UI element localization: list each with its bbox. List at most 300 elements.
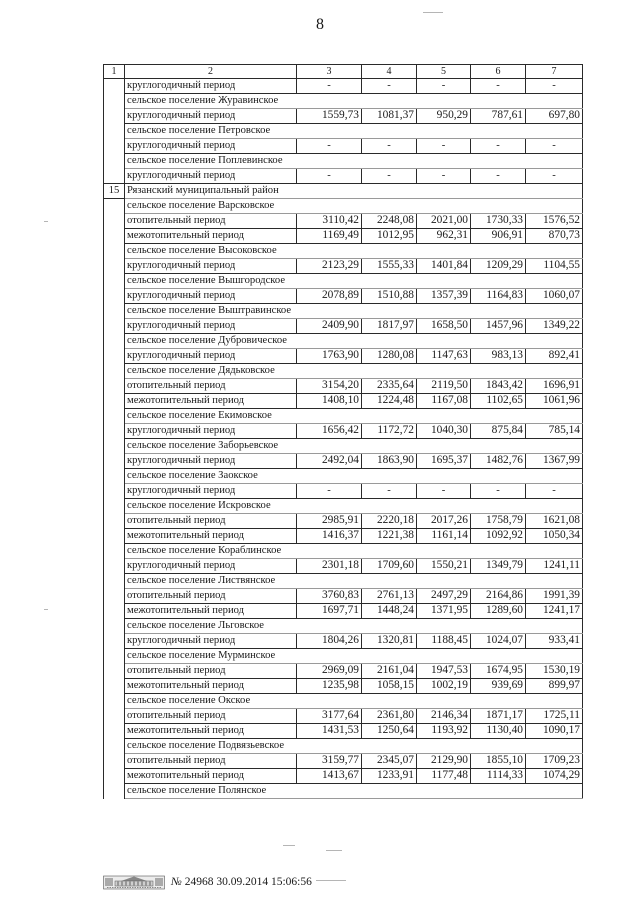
table-row	[104, 349, 583, 364]
value-col-7: 1530,19	[526, 664, 583, 679]
table-row	[104, 529, 583, 544]
value-col-5: 1188,45	[417, 634, 471, 649]
value-col-7: -	[526, 79, 583, 94]
period-label: круглогодичный период	[125, 484, 297, 499]
row-number-cell	[104, 709, 125, 724]
value-col-3: 1431,53	[297, 724, 362, 739]
value-col-6: 1855,10	[471, 754, 526, 769]
scan-speck	[44, 609, 48, 610]
value-col-5: 1002,19	[417, 679, 471, 694]
value-col-7: 1060,07	[526, 289, 583, 304]
value-col-5: 2129,90	[417, 754, 471, 769]
period-label: отопительный период	[125, 754, 297, 769]
table-row	[104, 724, 583, 739]
section-label: Рязанский муниципальный район	[125, 184, 583, 199]
value-col-4: 1448,24	[362, 604, 417, 619]
value-col-5: -	[417, 139, 471, 154]
value-col-6: 2164,86	[471, 589, 526, 604]
row-number-cell	[104, 649, 125, 664]
value-col-6: 1102,65	[471, 394, 526, 409]
value-col-5: 2146,34	[417, 709, 471, 724]
row-number-cell	[104, 559, 125, 574]
table-row	[104, 589, 583, 604]
value-col-4: 2248,08	[362, 214, 417, 229]
period-label: отопительный период	[125, 664, 297, 679]
section-row	[104, 469, 583, 484]
row-number-cell	[104, 334, 125, 349]
value-col-4: -	[362, 169, 417, 184]
period-label: межотопительный период	[125, 679, 297, 694]
row-number-cell	[104, 409, 125, 424]
value-col-7: 899,97	[526, 679, 583, 694]
section-label: сельское поселение Варсковское	[125, 199, 583, 214]
value-col-7: -	[526, 169, 583, 184]
value-col-4: 2220,18	[362, 514, 417, 529]
section-label: сельское поселение Льговское	[125, 619, 583, 634]
value-col-6: 1843,42	[471, 379, 526, 394]
value-col-6: 1457,96	[471, 319, 526, 334]
value-col-3: -	[297, 484, 362, 499]
value-col-3: 2492,04	[297, 454, 362, 469]
value-col-5: 2119,50	[417, 379, 471, 394]
value-col-4: 2335,64	[362, 379, 417, 394]
value-col-4: 1817,97	[362, 319, 417, 334]
column-number-3: 3	[297, 65, 362, 79]
value-col-6: 1209,29	[471, 259, 526, 274]
row-number-cell	[104, 589, 125, 604]
section-row	[104, 574, 583, 589]
value-col-7: 870,73	[526, 229, 583, 244]
value-col-7: 892,41	[526, 349, 583, 364]
section-row	[104, 94, 583, 109]
period-label: круглогодичный период	[125, 259, 297, 274]
value-col-4: 1555,33	[362, 259, 417, 274]
value-col-3: 1235,98	[297, 679, 362, 694]
column-number-2: 2	[125, 65, 297, 79]
value-col-7: 1050,34	[526, 529, 583, 544]
value-col-4: 1224,48	[362, 394, 417, 409]
value-col-7: 1074,29	[526, 769, 583, 784]
value-col-5: 1147,63	[417, 349, 471, 364]
value-col-5: 1550,21	[417, 559, 471, 574]
value-col-7: 1061,96	[526, 394, 583, 409]
section-row	[104, 739, 583, 754]
value-col-3: 3760,83	[297, 589, 362, 604]
value-col-3: 1408,10	[297, 394, 362, 409]
period-label: круглогодичный период	[125, 109, 297, 124]
table-row	[104, 379, 583, 394]
row-number-cell	[104, 484, 125, 499]
section-label: сельское поселение Дядьковское	[125, 364, 583, 379]
value-col-6: -	[471, 79, 526, 94]
table-row	[104, 454, 583, 469]
section-label: сельское поселение Поплевинское	[125, 154, 583, 169]
value-col-4: 2161,04	[362, 664, 417, 679]
period-label: круглогодичный период	[125, 559, 297, 574]
row-number-cell	[104, 229, 125, 244]
period-label: межотопительный период	[125, 724, 297, 739]
value-col-4: 1863,90	[362, 454, 417, 469]
row-number-cell	[104, 544, 125, 559]
value-col-7: 1104,55	[526, 259, 583, 274]
row-number-cell	[104, 679, 125, 694]
table-row	[104, 394, 583, 409]
value-col-3: 1697,71	[297, 604, 362, 619]
value-col-6: 1092,92	[471, 529, 526, 544]
value-col-7: 1621,08	[526, 514, 583, 529]
value-col-6: -	[471, 169, 526, 184]
table-row	[104, 604, 583, 619]
value-col-4: 1250,64	[362, 724, 417, 739]
section-row	[104, 274, 583, 289]
value-col-3: 2409,90	[297, 319, 362, 334]
row-number-cell	[104, 769, 125, 784]
value-col-6: 906,91	[471, 229, 526, 244]
value-col-6: 1130,40	[471, 724, 526, 739]
section-row	[104, 334, 583, 349]
row-number-cell	[104, 499, 125, 514]
value-col-4: 1510,88	[362, 289, 417, 304]
section-label: сельское поселение Заборьевское	[125, 439, 583, 454]
section-row	[104, 784, 583, 799]
scan-speck	[316, 880, 346, 881]
value-col-4: -	[362, 484, 417, 499]
section-row	[104, 619, 583, 634]
section-label: сельское поселение Мурминское	[125, 649, 583, 664]
table-row	[104, 664, 583, 679]
row-number-cell	[104, 289, 125, 304]
period-label: круглогодичный период	[125, 634, 297, 649]
row-number-cell	[104, 79, 125, 94]
value-col-7: 1090,17	[526, 724, 583, 739]
row-number-cell: 15	[104, 184, 125, 199]
value-col-7: 1709,23	[526, 754, 583, 769]
value-col-4: 1172,72	[362, 424, 417, 439]
value-col-6: 1114,33	[471, 769, 526, 784]
value-col-3: 3177,64	[297, 709, 362, 724]
document-timestamp: 30.09.2014 15:06:56	[216, 876, 312, 888]
value-col-5: 1167,08	[417, 394, 471, 409]
section-label: сельское поселение Листвянское	[125, 574, 583, 589]
row-number-cell	[104, 244, 125, 259]
row-number-cell	[104, 424, 125, 439]
section-row	[104, 544, 583, 559]
value-col-3: 1559,73	[297, 109, 362, 124]
period-label: межотопительный период	[125, 604, 297, 619]
value-col-4: 1280,08	[362, 349, 417, 364]
table-row	[104, 259, 583, 274]
row-number-cell	[104, 634, 125, 649]
row-number-cell	[104, 139, 125, 154]
row-number-cell	[104, 514, 125, 529]
section-row	[104, 199, 583, 214]
value-col-4: 1081,37	[362, 109, 417, 124]
column-number-4: 4	[362, 65, 417, 79]
row-number-cell	[104, 439, 125, 454]
value-col-6: 983,13	[471, 349, 526, 364]
period-label: отопительный период	[125, 379, 297, 394]
row-number-cell	[104, 304, 125, 319]
column-number-7: 7	[526, 65, 583, 79]
value-col-3: 3154,20	[297, 379, 362, 394]
row-number-cell	[104, 694, 125, 709]
value-col-7: 785,14	[526, 424, 583, 439]
value-col-6: 1730,33	[471, 214, 526, 229]
table-row	[104, 214, 583, 229]
value-col-5: -	[417, 484, 471, 499]
column-number-1: 1	[104, 65, 125, 79]
period-label: отопительный период	[125, 514, 297, 529]
row-number-cell	[104, 169, 125, 184]
row-number-cell	[104, 274, 125, 289]
value-col-4: 1221,38	[362, 529, 417, 544]
value-col-4: 2761,13	[362, 589, 417, 604]
section-row	[104, 499, 583, 514]
row-number-cell	[104, 199, 125, 214]
scan-speck	[283, 845, 295, 846]
table-row	[104, 79, 583, 94]
row-number-cell	[104, 529, 125, 544]
row-number-cell	[104, 94, 125, 109]
value-col-6: -	[471, 139, 526, 154]
value-col-5: 962,31	[417, 229, 471, 244]
value-col-4: 1320,81	[362, 634, 417, 649]
table-header-row	[104, 65, 583, 79]
section-row	[104, 364, 583, 379]
section-row	[104, 184, 583, 199]
period-label: круглогодичный период	[125, 319, 297, 334]
value-col-5: -	[417, 79, 471, 94]
value-col-7: 1696,91	[526, 379, 583, 394]
period-label: межотопительный период	[125, 769, 297, 784]
tariff-table	[103, 64, 583, 799]
section-label: сельское поселение Кораблинское	[125, 544, 583, 559]
section-row	[104, 154, 583, 169]
row-number-cell	[104, 109, 125, 124]
value-col-5: 1947,53	[417, 664, 471, 679]
section-label: сельское поселение Окское	[125, 694, 583, 709]
value-col-3: 2078,89	[297, 289, 362, 304]
value-col-3: 1413,67	[297, 769, 362, 784]
row-number-cell	[104, 574, 125, 589]
row-number-cell	[104, 724, 125, 739]
value-col-4: 1233,91	[362, 769, 417, 784]
value-col-6: 787,61	[471, 109, 526, 124]
value-col-3: 1804,26	[297, 634, 362, 649]
value-col-6: 939,69	[471, 679, 526, 694]
column-number-6: 6	[471, 65, 526, 79]
table-row	[104, 169, 583, 184]
value-col-3: 3159,77	[297, 754, 362, 769]
section-label: сельское поселение Петровское	[125, 124, 583, 139]
row-number-cell	[104, 349, 125, 364]
section-label: сельское поселение Выштравинское	[125, 304, 583, 319]
section-label: сельское поселение Дубровическое	[125, 334, 583, 349]
row-number-cell	[104, 394, 125, 409]
table-row	[104, 514, 583, 529]
table-row	[104, 679, 583, 694]
table-row	[104, 559, 583, 574]
value-col-3: 1169,49	[297, 229, 362, 244]
value-col-7: -	[526, 484, 583, 499]
period-label: межотопительный период	[125, 229, 297, 244]
table-row	[104, 424, 583, 439]
value-col-5: 2497,29	[417, 589, 471, 604]
period-label: круглогодичный период	[125, 424, 297, 439]
row-number-cell	[104, 784, 125, 799]
row-number-cell	[104, 379, 125, 394]
value-col-5: 1658,50	[417, 319, 471, 334]
value-col-6: 1482,76	[471, 454, 526, 469]
section-label: сельское поселение Полянское	[125, 784, 583, 799]
period-label: отопительный период	[125, 589, 297, 604]
value-col-3: -	[297, 169, 362, 184]
value-col-6: 1349,79	[471, 559, 526, 574]
value-col-6: 1674,95	[471, 664, 526, 679]
period-label: отопительный период	[125, 214, 297, 229]
value-col-3: -	[297, 139, 362, 154]
row-number-cell	[104, 259, 125, 274]
row-number-cell	[104, 664, 125, 679]
value-col-3: 3110,42	[297, 214, 362, 229]
section-row	[104, 409, 583, 424]
table-row	[104, 109, 583, 124]
section-label: сельское поселение Екимовское	[125, 409, 583, 424]
period-label: круглогодичный период	[125, 79, 297, 94]
table-row	[104, 769, 583, 784]
section-label: сельское поселение Вышгородское	[125, 274, 583, 289]
value-col-6: 1289,60	[471, 604, 526, 619]
value-col-4: -	[362, 79, 417, 94]
table-row	[104, 634, 583, 649]
section-row	[104, 694, 583, 709]
value-col-5: 1371,95	[417, 604, 471, 619]
value-col-6: 1164,83	[471, 289, 526, 304]
period-label: межотопительный период	[125, 529, 297, 544]
value-col-6: 875,84	[471, 424, 526, 439]
period-label: круглогодичный период	[125, 349, 297, 364]
section-label: сельское поселение Журавинское	[125, 94, 583, 109]
value-col-4: 1709,60	[362, 559, 417, 574]
table-row	[104, 754, 583, 769]
value-col-5: -	[417, 169, 471, 184]
table-row	[104, 139, 583, 154]
value-col-7: 1241,17	[526, 604, 583, 619]
value-col-5: 2017,26	[417, 514, 471, 529]
value-col-6: -	[471, 484, 526, 499]
row-number-cell	[104, 739, 125, 754]
value-col-6: 1871,17	[471, 709, 526, 724]
value-col-5: 1695,37	[417, 454, 471, 469]
value-col-7: 1991,39	[526, 589, 583, 604]
value-col-6: 1024,07	[471, 634, 526, 649]
scan-speck	[44, 221, 48, 222]
section-label: сельское поселение Искровское	[125, 499, 583, 514]
value-col-4: 1058,15	[362, 679, 417, 694]
value-col-3: -	[297, 79, 362, 94]
value-col-5: 2021,00	[417, 214, 471, 229]
row-number-cell	[104, 364, 125, 379]
row-number-cell	[104, 154, 125, 169]
row-number-cell	[104, 454, 125, 469]
value-col-5: 1040,30	[417, 424, 471, 439]
value-col-7: 1241,11	[526, 559, 583, 574]
period-label: межотопительный период	[125, 394, 297, 409]
value-col-3: 2123,29	[297, 259, 362, 274]
row-number-cell	[104, 619, 125, 634]
value-col-3: 2301,18	[297, 559, 362, 574]
value-col-5: 1193,92	[417, 724, 471, 739]
value-col-7: 1725,11	[526, 709, 583, 724]
value-col-4: 2345,07	[362, 754, 417, 769]
row-number-cell	[104, 469, 125, 484]
value-col-4: 1012,95	[362, 229, 417, 244]
section-row	[104, 439, 583, 454]
value-col-7: -	[526, 139, 583, 154]
table-row	[104, 319, 583, 334]
period-label: круглогодичный период	[125, 289, 297, 304]
column-number-5: 5	[417, 65, 471, 79]
value-col-5: 950,29	[417, 109, 471, 124]
section-row	[104, 649, 583, 664]
period-label: круглогодичный период	[125, 169, 297, 184]
value-col-7: 697,80	[526, 109, 583, 124]
value-col-7: 1576,52	[526, 214, 583, 229]
row-number-cell	[104, 214, 125, 229]
table-row	[104, 484, 583, 499]
document-number: 24968	[184, 876, 214, 888]
table-row	[104, 289, 583, 304]
value-col-6: 1758,79	[471, 514, 526, 529]
value-col-7: 1349,22	[526, 319, 583, 334]
value-col-5: 1161,14	[417, 529, 471, 544]
row-number-cell	[104, 604, 125, 619]
value-col-5: 1177,48	[417, 769, 471, 784]
row-number-cell	[104, 124, 125, 139]
value-col-3: 1656,42	[297, 424, 362, 439]
section-row	[104, 304, 583, 319]
period-label: отопительный период	[125, 709, 297, 724]
period-label: круглогодичный период	[125, 139, 297, 154]
building-stamp-icon	[103, 875, 165, 890]
section-label: сельское поселение Заокское	[125, 469, 583, 484]
scan-speck	[423, 12, 443, 13]
value-col-7: 1367,99	[526, 454, 583, 469]
value-col-3: 1416,37	[297, 529, 362, 544]
table-row	[104, 709, 583, 724]
section-label: сельское поселение Подвязьевское	[125, 739, 583, 754]
value-col-3: 2985,91	[297, 514, 362, 529]
value-col-3: 2969,09	[297, 664, 362, 679]
value-col-5: 1401,84	[417, 259, 471, 274]
row-number-cell	[104, 319, 125, 334]
row-number-cell	[104, 754, 125, 769]
value-col-5: 1357,39	[417, 289, 471, 304]
section-row	[104, 244, 583, 259]
value-col-4: 2361,80	[362, 709, 417, 724]
page-number: 8	[316, 16, 324, 33]
value-col-4: -	[362, 139, 417, 154]
period-label: круглогодичный период	[125, 454, 297, 469]
document-stamp-text	[171, 876, 312, 888]
scan-speck	[326, 850, 342, 851]
number-sign-icon: №	[171, 876, 182, 888]
value-col-7: 933,41	[526, 634, 583, 649]
value-col-3: 1763,90	[297, 349, 362, 364]
section-label: сельское поселение Высоковское	[125, 244, 583, 259]
table-row	[104, 229, 583, 244]
section-row	[104, 124, 583, 139]
